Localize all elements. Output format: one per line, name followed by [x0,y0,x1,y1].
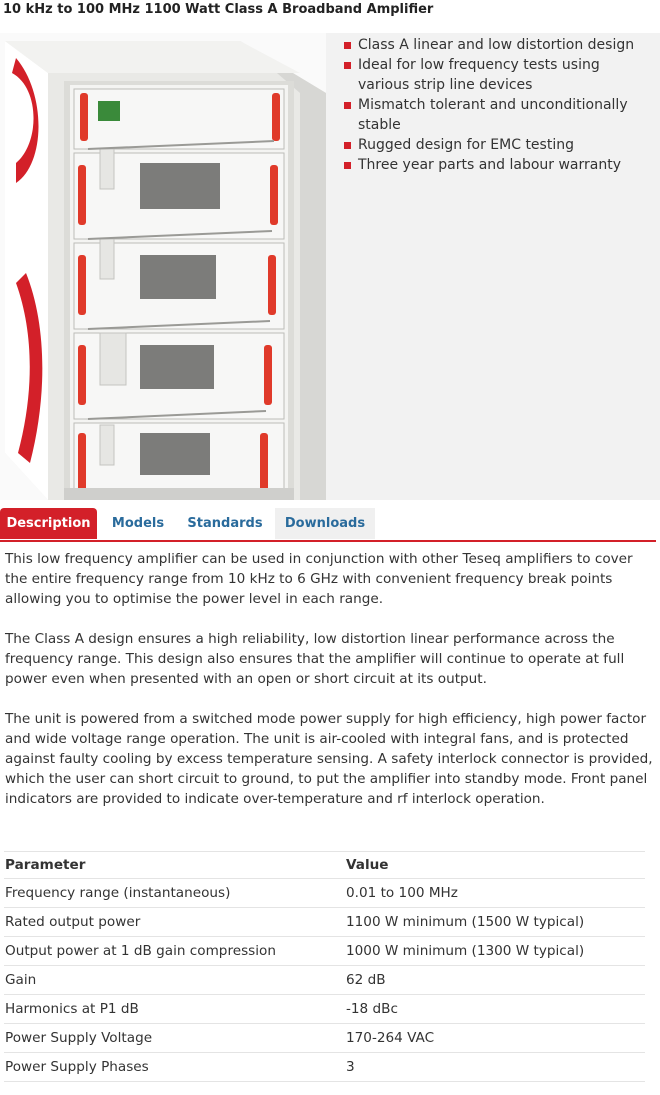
table-row [4,966,645,995]
feature-item: Mismatch tolerant and unconditionally stable [344,95,654,135]
parameter-cell: Harmonics at P1 dB [4,995,345,1024]
square-bullet-icon [344,62,351,69]
parameter-cell: Frequency range (instantaneous) [4,879,345,908]
feature-item: Rugged design for EMC testing [344,135,654,155]
feature-item: Ideal for low frequency tests using various strip line devices [344,55,654,95]
parameter-cell: Power Supply Voltage [4,1024,345,1053]
value-cell: 1000 W minimum (1300 W typical) [345,937,645,966]
feature-item: Class A linear and low distortion design [344,35,654,55]
column-header-value: Value [345,852,645,879]
page-title: 10 kHz to 100 MHz 1100 Watt Class A Broadband Amplifier [3,2,434,17]
square-bullet-icon [344,142,351,149]
value-cell: -18 dBc [345,995,645,1024]
value-cell: 1100 W minimum (1500 W typical) [345,908,645,937]
parameter-cell: Output power at 1 dB gain compression [4,937,345,966]
tab-bar [0,508,656,542]
tab-standards[interactable]: Standards [187,516,263,531]
amplifier-rack-image [0,33,326,500]
table-header-row [4,852,645,879]
table-row [4,1053,645,1082]
tab-description[interactable]: Description [0,508,97,539]
table-row [4,937,645,966]
parameter-cell: Rated output power [4,908,345,937]
value-cell: 62 dB [345,966,645,995]
square-bullet-icon [344,102,351,109]
description-panel [5,549,653,829]
tab-downloads[interactable]: Downloads [275,508,375,539]
square-bullet-icon [344,162,351,169]
square-bullet-icon [344,42,351,49]
column-header-parameter: Parameter [4,852,345,879]
parameter-cell: Gain [4,966,345,995]
product-hero [0,33,660,500]
table-row [4,1024,645,1053]
feature-list [344,35,654,175]
value-cell: 3 [345,1053,645,1082]
value-cell: 170-264 VAC [345,1024,645,1053]
table-row [4,908,645,937]
description-paragraph: This low frequency amplifier can be used in conjunction with other Teseq amplifiers to cover the entire frequency range from 10 kHz to 6 GHz with convenient frequency break points allowing you to optimise the power level in each range. [5,551,633,607]
table-row [4,995,645,1024]
description-paragraph: The Class A design ensures a high reliability, low distortion linear performance across the frequency range. This design also ensures that the amplifier will continue to operate at full power even when presented with an open or short circuit at its output. [5,631,625,687]
table-row [4,879,645,908]
tab-models[interactable]: Models [111,516,165,531]
feature-item: Three year parts and labour warranty [344,155,654,175]
description-paragraph: The unit is powered from a switched mode power supply for high efficiency, high power factor and wide voltage range operation. The unit is air-cooled with integral fans, and is protected against faulty cooling by excess temperature sensing. A safety interlock connector is provided, which the user can short circuit to ground, to put the amplifier into standby mode. Front panel indicators are provided to indicate over-temperature and rf interlock operation. [5,711,653,807]
parameter-cell: Power Supply Phases [4,1053,345,1082]
specifications-table [4,851,645,1082]
value-cell: 0.01 to 100 MHz [345,879,645,908]
